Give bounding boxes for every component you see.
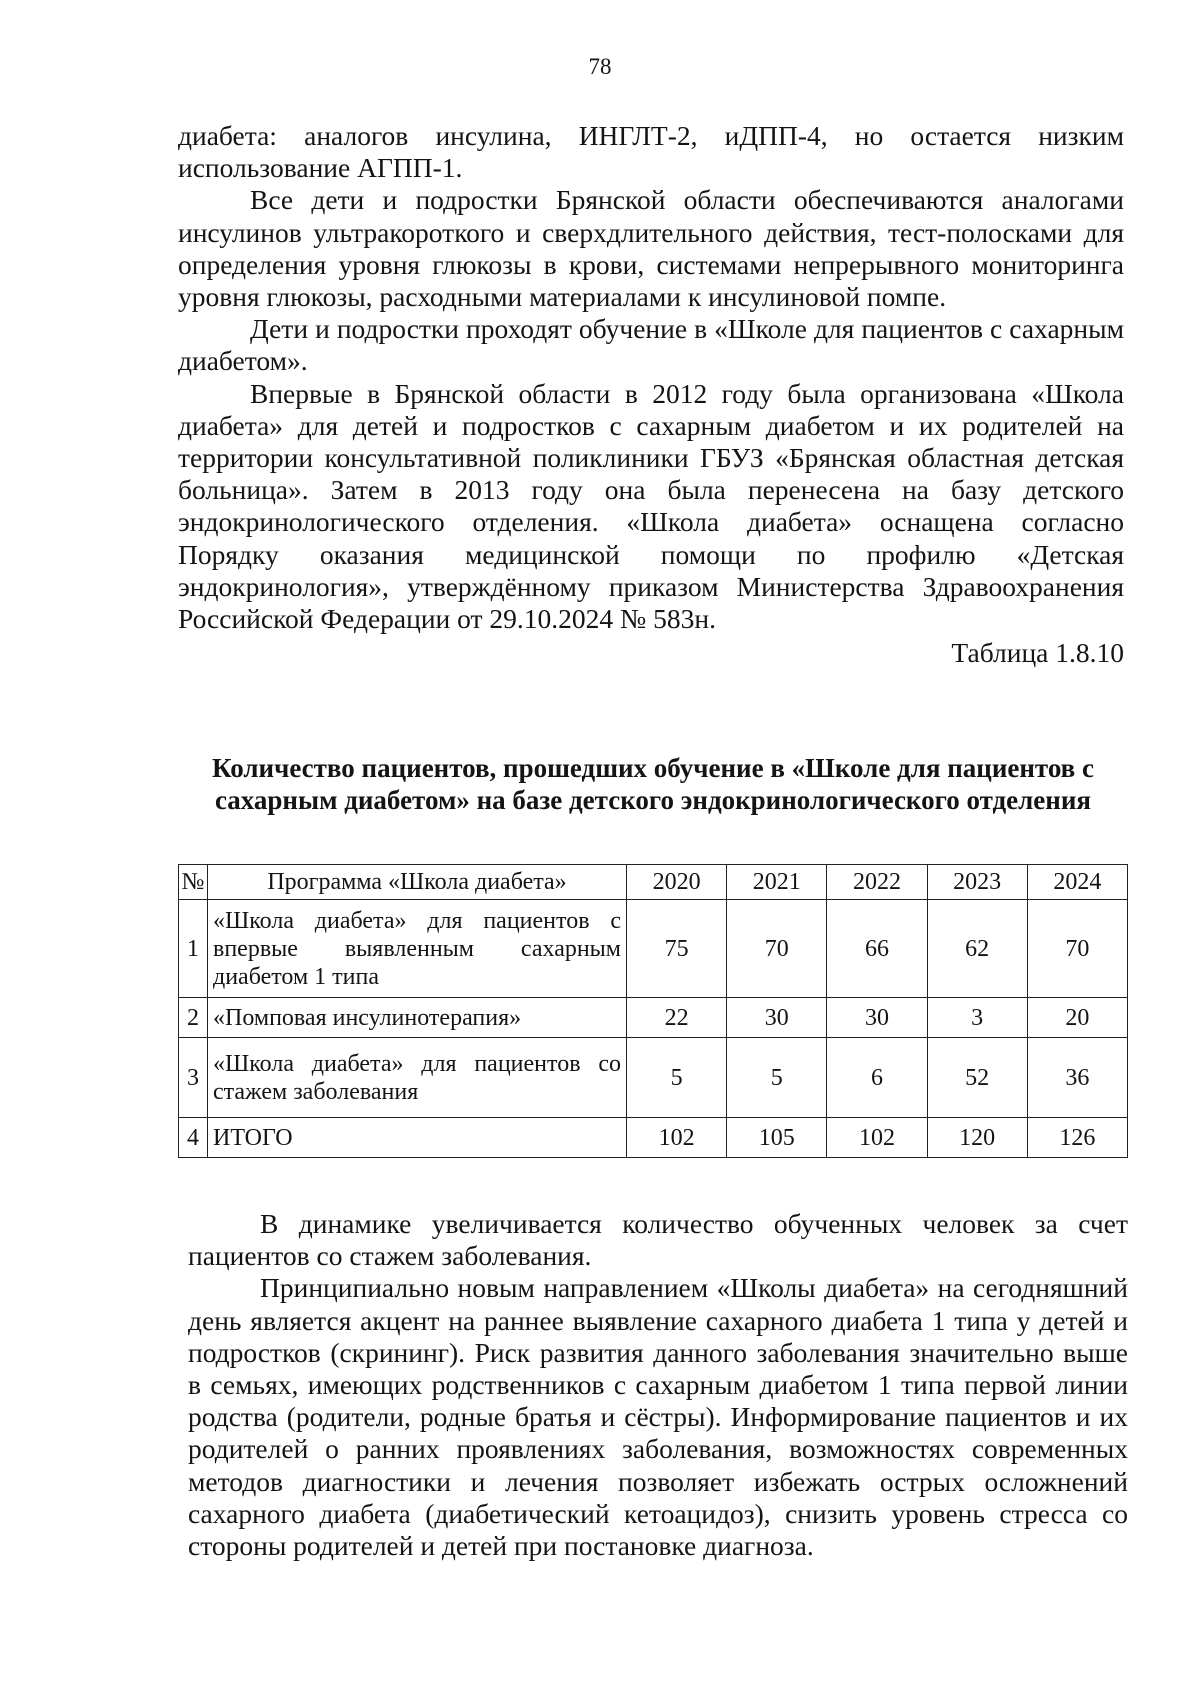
cell-value: 30	[727, 998, 827, 1038]
cell-value: 102	[827, 1118, 927, 1158]
table-row	[179, 900, 1128, 998]
paragraph-training: Дети и подростки проходят обучение в «Школе для пациентов с сахарным диабетом».	[178, 313, 1124, 377]
cell-value: 52	[927, 1038, 1027, 1118]
cell-value: 3	[927, 998, 1027, 1038]
table-header-row	[179, 865, 1128, 900]
conclusion-text-block	[188, 1208, 1128, 1562]
header-number: №	[179, 865, 208, 900]
cell-value: 102	[627, 1118, 727, 1158]
row-number: 4	[179, 1118, 208, 1158]
cell-value: 105	[727, 1118, 827, 1158]
cell-value: 62	[927, 900, 1027, 998]
row-number: 2	[179, 998, 208, 1038]
cell-value: 70	[727, 900, 827, 998]
paragraph-history: Впервые в Брянской области в 2012 году была организована «Школа диабета» для детей и подростков с сахарным диабетом и их родителей на территории консультативной поликлиники ГБУЗ «Брянская областная детская больница». Затем в 2013 году она была перенесена на базу детского эндокринологического отделения. «Школа диабета» оснащена согласно Порядку оказания медицинской помощи по профилю «Детская эндокринология», утверждённому приказом Министерства Здравоохранения Российской Федерации от 29.10.2024 № 583н.	[178, 377, 1124, 635]
row-number: 1	[179, 900, 208, 998]
cell-value: 120	[927, 1118, 1027, 1158]
cell-value: 75	[627, 900, 727, 998]
cell-value: 5	[727, 1038, 827, 1118]
cell-value: 30	[827, 998, 927, 1038]
cell-value: 70	[1027, 900, 1127, 998]
cell-value: 22	[627, 998, 727, 1038]
table-row	[179, 1038, 1128, 1118]
header-program: Программа «Школа диабета»	[208, 865, 627, 900]
page-number: 78	[588, 54, 612, 79]
patients-table	[178, 864, 1128, 1158]
header-year-2021: 2021	[727, 865, 827, 900]
row-program: «Школа диабета» для пациентов со стажем заболевания	[208, 1038, 627, 1118]
cell-value: 36	[1027, 1038, 1127, 1118]
header-year-2023: 2023	[927, 865, 1027, 900]
row-number: 3	[179, 1038, 208, 1118]
row-program: «Школа диабета» для пациентов с впервые выявленным сахарным диабетом 1 типа	[208, 900, 627, 998]
paragraph-continuation: диабета: аналогов инсулина, ИНГЛТ-2, иДПП-4, но остается низким использование АГПП-1.	[178, 120, 1124, 184]
cell-value: 6	[827, 1038, 927, 1118]
header-year-2022: 2022	[827, 865, 927, 900]
row-program: «Помповая инсулинотерапия»	[208, 998, 627, 1038]
paragraph-screening: Принципиально новым направлением «Школы диабета» на сегодняшний день является акцент на раннее выявление сахарного диабета 1 типа у детей и подростков (скрининг). Риск развития данного заболевания значительно выше в семьях, имеющих родственников с сахарным диабетом 1 типа первой линии родства (родители, родные братья и сёстры). Информирование пациентов и их родителей о ранних проявлениях заболевания, возможностях современных методов диагностики и лечения позволяет избежать острых осложнений сахарного диабета (диабетический кетоацидоз), снизить уровень стресса со стороны родителей и детей при постановке диагноза.	[188, 1272, 1128, 1562]
table-row-total	[179, 1118, 1128, 1158]
row-program: ИТОГО	[208, 1118, 627, 1158]
table-label: Таблица 1.8.10	[951, 637, 1124, 669]
table-row	[179, 998, 1128, 1038]
table-title: Количество пациентов, прошедших обучение в «Школе для пациентов с сахарным диабетом» на базе детского эндокринологического отделения	[212, 753, 1094, 815]
paragraph-dynamics: В динамике увеличивается количество обученных человек за счет пациентов со стажем заболевания.	[188, 1208, 1128, 1272]
header-year-2024: 2024	[1027, 865, 1127, 900]
cell-value: 66	[827, 900, 927, 998]
paragraph-supply: Все дети и подростки Брянской области обеспечиваются аналогами инсулинов ультракороткого и сверхдлительного действия, тест-полосками для определения уровня глюкозы в крови, системами непрерывного мониторинга уровня глюкозы, расходными материалами к инсулиновой помпе.	[178, 184, 1124, 313]
header-year-2020: 2020	[627, 865, 727, 900]
intro-text-block	[178, 120, 1124, 669]
cell-value: 20	[1027, 998, 1127, 1038]
cell-value: 126	[1027, 1118, 1127, 1158]
cell-value: 5	[627, 1038, 727, 1118]
